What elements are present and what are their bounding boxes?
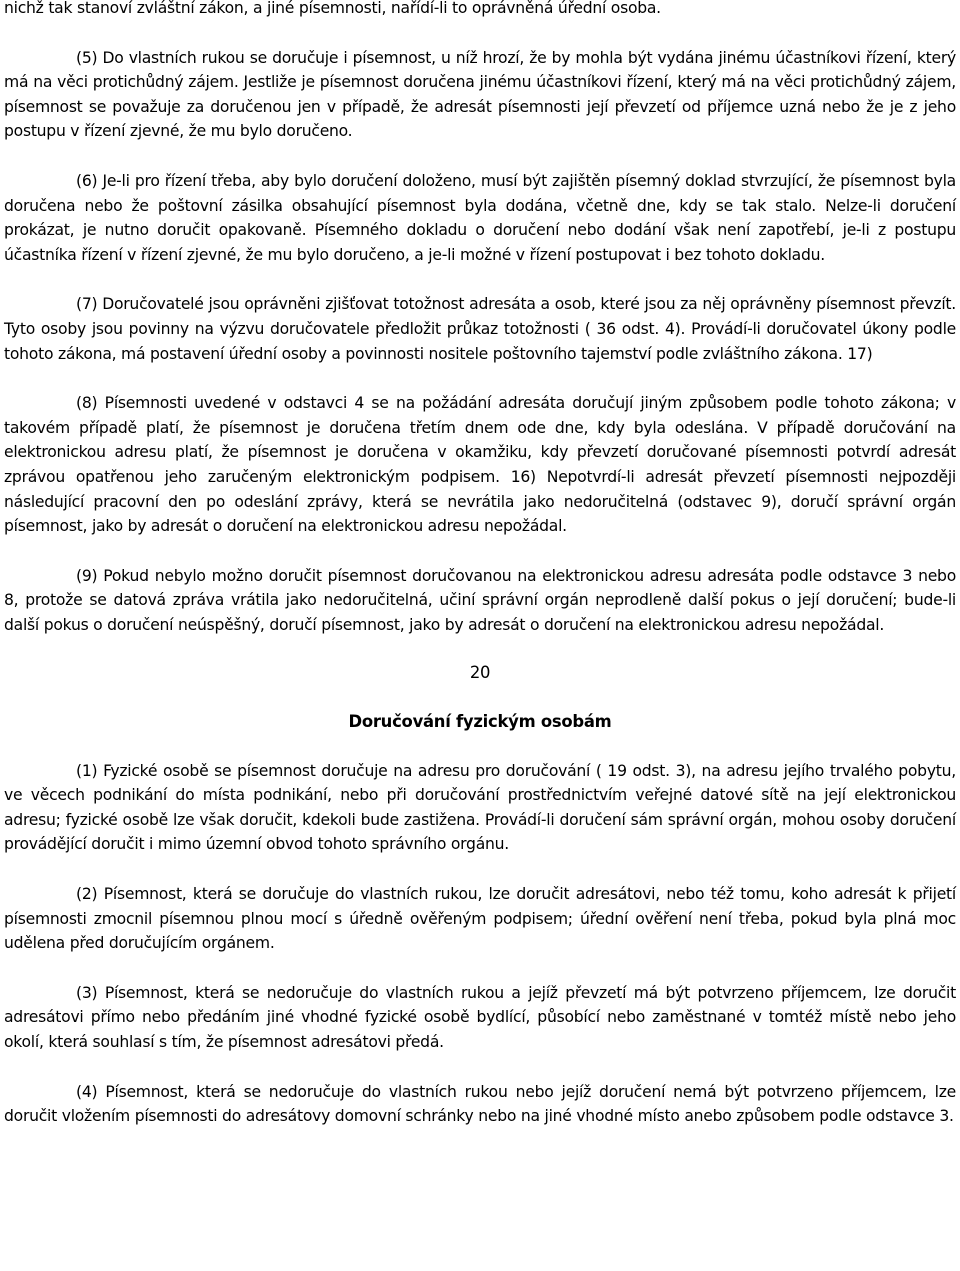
section-number: 20 [469,663,491,683]
paragraph-5: (5) Do vlastních rukou se doručuje i písemnost, u níž hrozí, že by mohla být vydána jinému účastníkovi řízení, který má na věci protichůdný zájem. Jestliže je písemnost doručena jinému účastníkovi řízení, který má na věci protichůdný zájem, písemnost se považuje za doručenou jen v případě, že adresát písemnosti její převzetí od příjemce uzná nebo že je z jeho postupu v řízení zjevné, že mu bylo doručeno. [4,48,956,141]
section-paragraph-2: (2) Písemnost, která se doručuje do vlastních rukou, lze doručit adresátovi, nebo též tomu, koho adresát k přijetí písemnosti zmocnil písemnou plnou mocí s úředně ověřeným podpisem; úřední ověření není třeba, pokud byla plná moc udělena před doručujícím orgánem. [4,885,956,953]
intro-continuation: nichž tak stanoví zvláštní zákon, a jiné písemnosti, nařídí-li to oprávněná úřední osoba. [4,0,661,17]
section-paragraph-3: (3) Písemnost, která se nedoručuje do vlastních rukou a jejíž převzetí má být potvrzeno příjemcem, lze doručit adresátovi přímo nebo předáním jiné vhodné fyzické osobě bydlící, působící nebo zaměstnané v tomtéž místě nebo jeho okolí, která souhlasí s tím, že písemnost adresátovi předá. [4,983,956,1051]
section-title: Doručování fyzickým osobám [348,712,612,732]
section-paragraph-4: (4) Písemnost, která se nedoručuje do vlastních rukou nebo jejíž doručení nemá být potvrzeno příjemcem, lze doručit vložením písemnosti do adresátovy domovní schránky nebo na jiné vhodné místo anebo způsobem podle odstavce 3. [4,1082,956,1126]
paragraph-6: (6) Je-li pro řízení třeba, aby bylo doručení doloženo, musí být zajištěn písemný doklad stvrzující, že písemnost byla doručena nebo že poštovní zásilka obsahující písemnost byla dodána, včetně dne, kdy se tak stalo. Nelze-li doručení prokázat, je nutno doručit opakovaně. Písemného dokladu o doručení nebo dodání však není zapotřebí, je-li z postupu účastníka řízení v řízení zjevné, že mu bylo doručeno, a je-li možné v řízení postupovat i bez tohoto dokladu. [4,171,956,264]
section-paragraph-1: (1) Fyzické osobě se písemnost doručuje na adresu pro doručování ( 19 odst. 3), na adresu jejího trvalého pobytu, ve věcech podnikání do místa podnikání, nebo při doručování prostřednictvím veřejné datové sítě na její elektronickou adresu; fyzické osobě lze však doručit, kdekoli bude zastižena. Provádí-li doručení sám správní orgán, mohou osoby doručení provádějící doručit i mimo územní obvod tohoto správního orgánu. [4,761,956,854]
document-page [4,0,956,1129]
paragraph-7: (7) Doručovatelé jsou oprávněni zjišťovat totožnost adresáta a osob, které jsou za něj oprávněny písemnost převzít. Tyto osoby jsou povinny na výzvu doručovatele předložit průkaz totožnosti ( 36 odst. 4). Provádí-li doručovatel úkony podle tohoto zákona, má postavení úřední osoby a povinnosti nositele poštovního tajemství podle zvláštního zákona. 17) [4,295,956,363]
paragraph-8: (8) Písemnosti uvedené v odstavci 4 se na požádání adresáta doručují jiným způsobem podle tohoto zákona; v takovém případě platí, že písemnost je doručena třetím dnem ode dne, kdy byla odeslána. V případě doručování na elektronickou adresu platí, že písemnost je doručena v okamžiku, kdy převzetí doručované písemnosti potvrdí adresát zprávou opatřenou jeho zaručeným elektronickým podpisem. 16) Nepotvrdí-li adresát převzetí písemnosti nejpozději následující pracovní den po odeslání zprávy, která se nevrátila jako nedoručitelná (odstavec 9), doručí správní orgán písemnost, jako by adresát o doručení na elektronickou adresu nepožádal. [4,394,956,536]
paragraph-9: (9) Pokud nebylo možno doručit písemnost doručovanou na elektronickou adresu adresáta podle odstavce 3 nebo 8, protože se datová zpráva vrátila jako nedoručitelná, učiní správní orgán neprodleně další pokus o její doručení; bude-li další pokus o doručení neúspěšný, doručí písemnost, jako by adresát o doručení na elektronickou adresu nepožádal. [4,566,956,634]
